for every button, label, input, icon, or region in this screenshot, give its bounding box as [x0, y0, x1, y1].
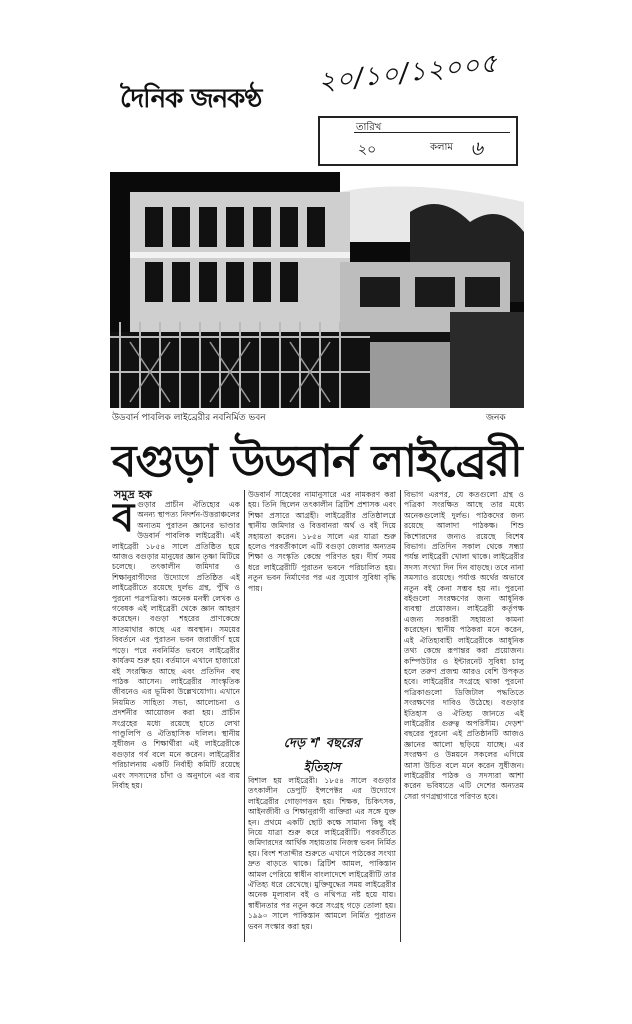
- article-column-3: [404, 490, 524, 942]
- article-column-1: [112, 500, 240, 942]
- archive-stamp: [318, 116, 518, 166]
- column-3-text: বিভাগ এরপর, যে কতগুলো গ্রন্থ ও পত্রিকা সংরক্ষিত আছে তার মধ্যে অনেকগুলোই দুর্লভ। পাঠকদের জন্য রয়েছে আলাদা পাঠকক্ষ। শিশু কিশোরদের জন্যও রয়েছে বিশেষ বিভাগ। প্রতিদিন সকাল থেকে সন্ধ্যা পর্যন্ত লাইব্রেরী খোলা থাকে। লাইব্রেরীর সদস্য সংখ্যা দিন দিন বাড়ছে। তবে নানা সমস্যাও রয়েছে। পর্যাপ্ত অর্থের অভাবে নতুন বই কেনা সম্ভব হয় না। পুরনো বইগুলো সংরক্ষণের জন্য আধুনিক ব্যবস্থা প্রয়োজন। লাইব্রেরী কর্তৃপক্ষ এজন্য সরকারী সহায়তা কামনা করেছেন। স্থানীয় পাঠকরা মনে করেন, এই ঐতিহ্যবাহী লাইব্রেরীকে আধুনিক তথ্য কেন্দ্রে রূপান্তর করা প্রয়োজন। কম্পিউটার ও ইন্টারনেট সুবিধা চালু হলে তরুণ প্রজন্ম আরও বেশি উপকৃত হবে। লাইব্রেরীর সংগ্রহে থাকা পুরনো পত্রিকাগুলো ডিজিটাল পদ্ধতিতে সংরক্ষণের দাবিও উঠেছে। বগুড়ার ইতিহাস ও ঐতিহ্য জানতে এই লাইব্রেরীর গুরুত্ব অপরিসীম। দেড়শ' বছরের পুরনো এই প্রতিষ্ঠানটি আজও জ্ঞানের আলো ছড়িয়ে যাচ্ছে। এর সংরক্ষণ ও উন্নয়নে সকলের এগিয়ে আসা উচিত বলে মনে করেন সুধীজন। লাইব্রেরীর পাঠক ও সদস্যরা আশা করেন ভবিষ্যতে এটি দেশের অন্যতম সেরা গণগ্রন্থাগারে পরিণত হবে।: [404, 490, 524, 801]
- newspaper-masthead: দৈনিক জনকণ্ঠ: [120, 84, 262, 114]
- column-2-bottom-text: বিশাল হয় লাইব্রেরী। ১৮৫৪ সালে বগুড়ার তৎকালীন ডেপুটি ইন্সপেক্টর এর উদ্যোগে লাইব্রেরীর গোড়াপত্তন হয়। শিক্ষক, চিকিৎসক, আইনজীবী ও শিক্ষানুরাগী ব্যক্তিরা এর সঙ্গে যুক্ত হন। প্রথমে একটি ছোট কক্ষে সামান্য কিছু বই নিয়ে যাত্রা শুরু করে লাইব্রেরীটি। পরবর্তীতে জমিদারদের আর্থিক সহায়তায় নিজস্ব ভবন নির্মিত হয়। বিংশ শতাব্দীর শুরুতে এখানে পাঠকের সংখ্যা দ্রুত বাড়তে থাকে। ব্রিটিশ আমল, পাকিস্তান আমল পেরিয়ে স্বাধীন বাংলাদেশে লাইব্রেরীটি তার ঐতিহ্য ধরে রেখেছে। মুক্তিযুদ্ধের সময় লাইব্রেরীর অনেক মূল্যবান বই ও নথিপত্র নষ্ট হয়ে যায়। স্বাধীনতার পর নতুন করে সংগ্রহ গড়ে তোলা হয়। ১৯৯০ সালে পাকিস্তান আমলে নির্মিত পুরাতন ভবন সংস্কার করা হয়।: [248, 776, 396, 931]
- article-column-2-top: [248, 490, 396, 728]
- stamp-date-label: তারিখ: [356, 122, 382, 133]
- article-byline: সমুদ্র হক: [114, 488, 152, 501]
- article-headline: বগুড়া উডবার্ন লাইব্রেরী: [112, 436, 522, 487]
- column-2-top-text: উডবার্ন সাহেবের নামানুসারে এর নামকরণ করা হয়। তিনি ছিলেন তৎকালীন ব্রিটিশ প্রশাসক এবং শিক্ষা প্রসারে আগ্রহী। লাইব্রেরীর প্রতিষ্ঠালগ্নে স্থানীয় জমিদার ও বিত্তবানরা অর্থ ও বই দিয়ে সহায়তা করেন। ১৮৫৪ সালে এর যাত্রা শুরু হলেও পরবর্তীকালে এটি বগুড়া জেলার অন্যতম শিক্ষা ও সংস্কৃতি কেন্দ্রে পরিণত হয়। দীর্ঘ সময় ধরে লাইব্রেরীটি পুরাতন ভবনে পরিচালিত হয়। নতুন ভবন নির্মাণের পর এর সুযোগ সুবিধা বৃদ্ধি পায়।: [248, 490, 396, 593]
- photo-caption: উডবার্ন পাবলিক লাইব্রেরীর নবনির্মিত ভবন: [112, 413, 266, 423]
- article-column-2-bottom: [248, 776, 396, 942]
- handwritten-date: ২০/১০/১২০০৫: [316, 48, 500, 98]
- subhead-line-2: ইতিহাস: [303, 760, 341, 774]
- stamp-page-label: কলাম: [430, 142, 453, 153]
- stamp-page: ৬: [470, 136, 484, 160]
- library-building-photo: [110, 172, 524, 408]
- building-image: [110, 172, 524, 408]
- subhead-line-1: দেড় শ' বছরের: [283, 736, 361, 751]
- column-1-text: গুড়ার প্রাচীন ঐতিহ্যের এক অনন্য স্থাপত্য নিদর্শন-উত্তরাঞ্চলের অন্যতম পুরাতন জ্ঞানের ভাণ্ডার উডবার্ন পাবলিক লাইব্রেরী। এই লাইব্রেরী ১৮৫৪ সালে প্রতিষ্ঠিত হয়ে আজও বগুড়ার মানুষের জ্ঞান তৃষ্ণা মিটিয়ে চলেছে। তৎকালীন জমিদার ও শিক্ষানুরাগীদের উদ্যোগে প্রতিষ্ঠিত এই লাইব্রেরীতে রয়েছে দুর্লভ গ্রন্থ, পুঁথি ও পুরনো পত্রপত্রিকা। অনেক মনস্বী লেখক ও গবেষক এই লাইব্রেরী থেকে জ্ঞান আহরণ করেছেন। বগুড়া শহরের প্রাণকেন্দ্রে সাতমাথার কাছে এর অবস্থান। সময়ের বিবর্তনে এর পুরাতন ভবন জরাজীর্ণ হয়ে পড়ে। পরে নবনির্মিত ভবনে লাইব্রেরীর কার্যক্রম শুরু হয়। বর্তমানে এখানে হাজারো বই সংরক্ষিত আছে এবং প্রতিদিন বহু পাঠক আসেন। লাইব্রেরীর সাংস্কৃতিক জীবনেও এর ভূমিকা উল্লেখযোগ্য। এখানে নিয়মিত সাহিত্য সভা, আলোচনা ও প্রদর্শনীর আয়োজন করা হয়। প্রাচীন সংগ্রহের মধ্যে রয়েছে হাতে লেখা পাণ্ডুলিপি ও ঐতিহাসিক দলিল। স্থানীয় সুধীজন ও শিক্ষার্থীরা এই লাইব্রেরীকে বগুড়ার গর্ব বলে মনে করেন। লাইব্রেরীর পরিচালনায় একটি নির্বাহী কমিটি রয়েছে এবং সদস্যদের চাঁদা ও অনুদানে এর ব্যয় নির্বাহ হয়।: [112, 500, 240, 790]
- stamp-date: ২০: [358, 142, 377, 158]
- drop-cap: ব: [112, 500, 135, 541]
- photo-credit: জনক: [486, 413, 506, 423]
- article-subhead: [252, 734, 392, 779]
